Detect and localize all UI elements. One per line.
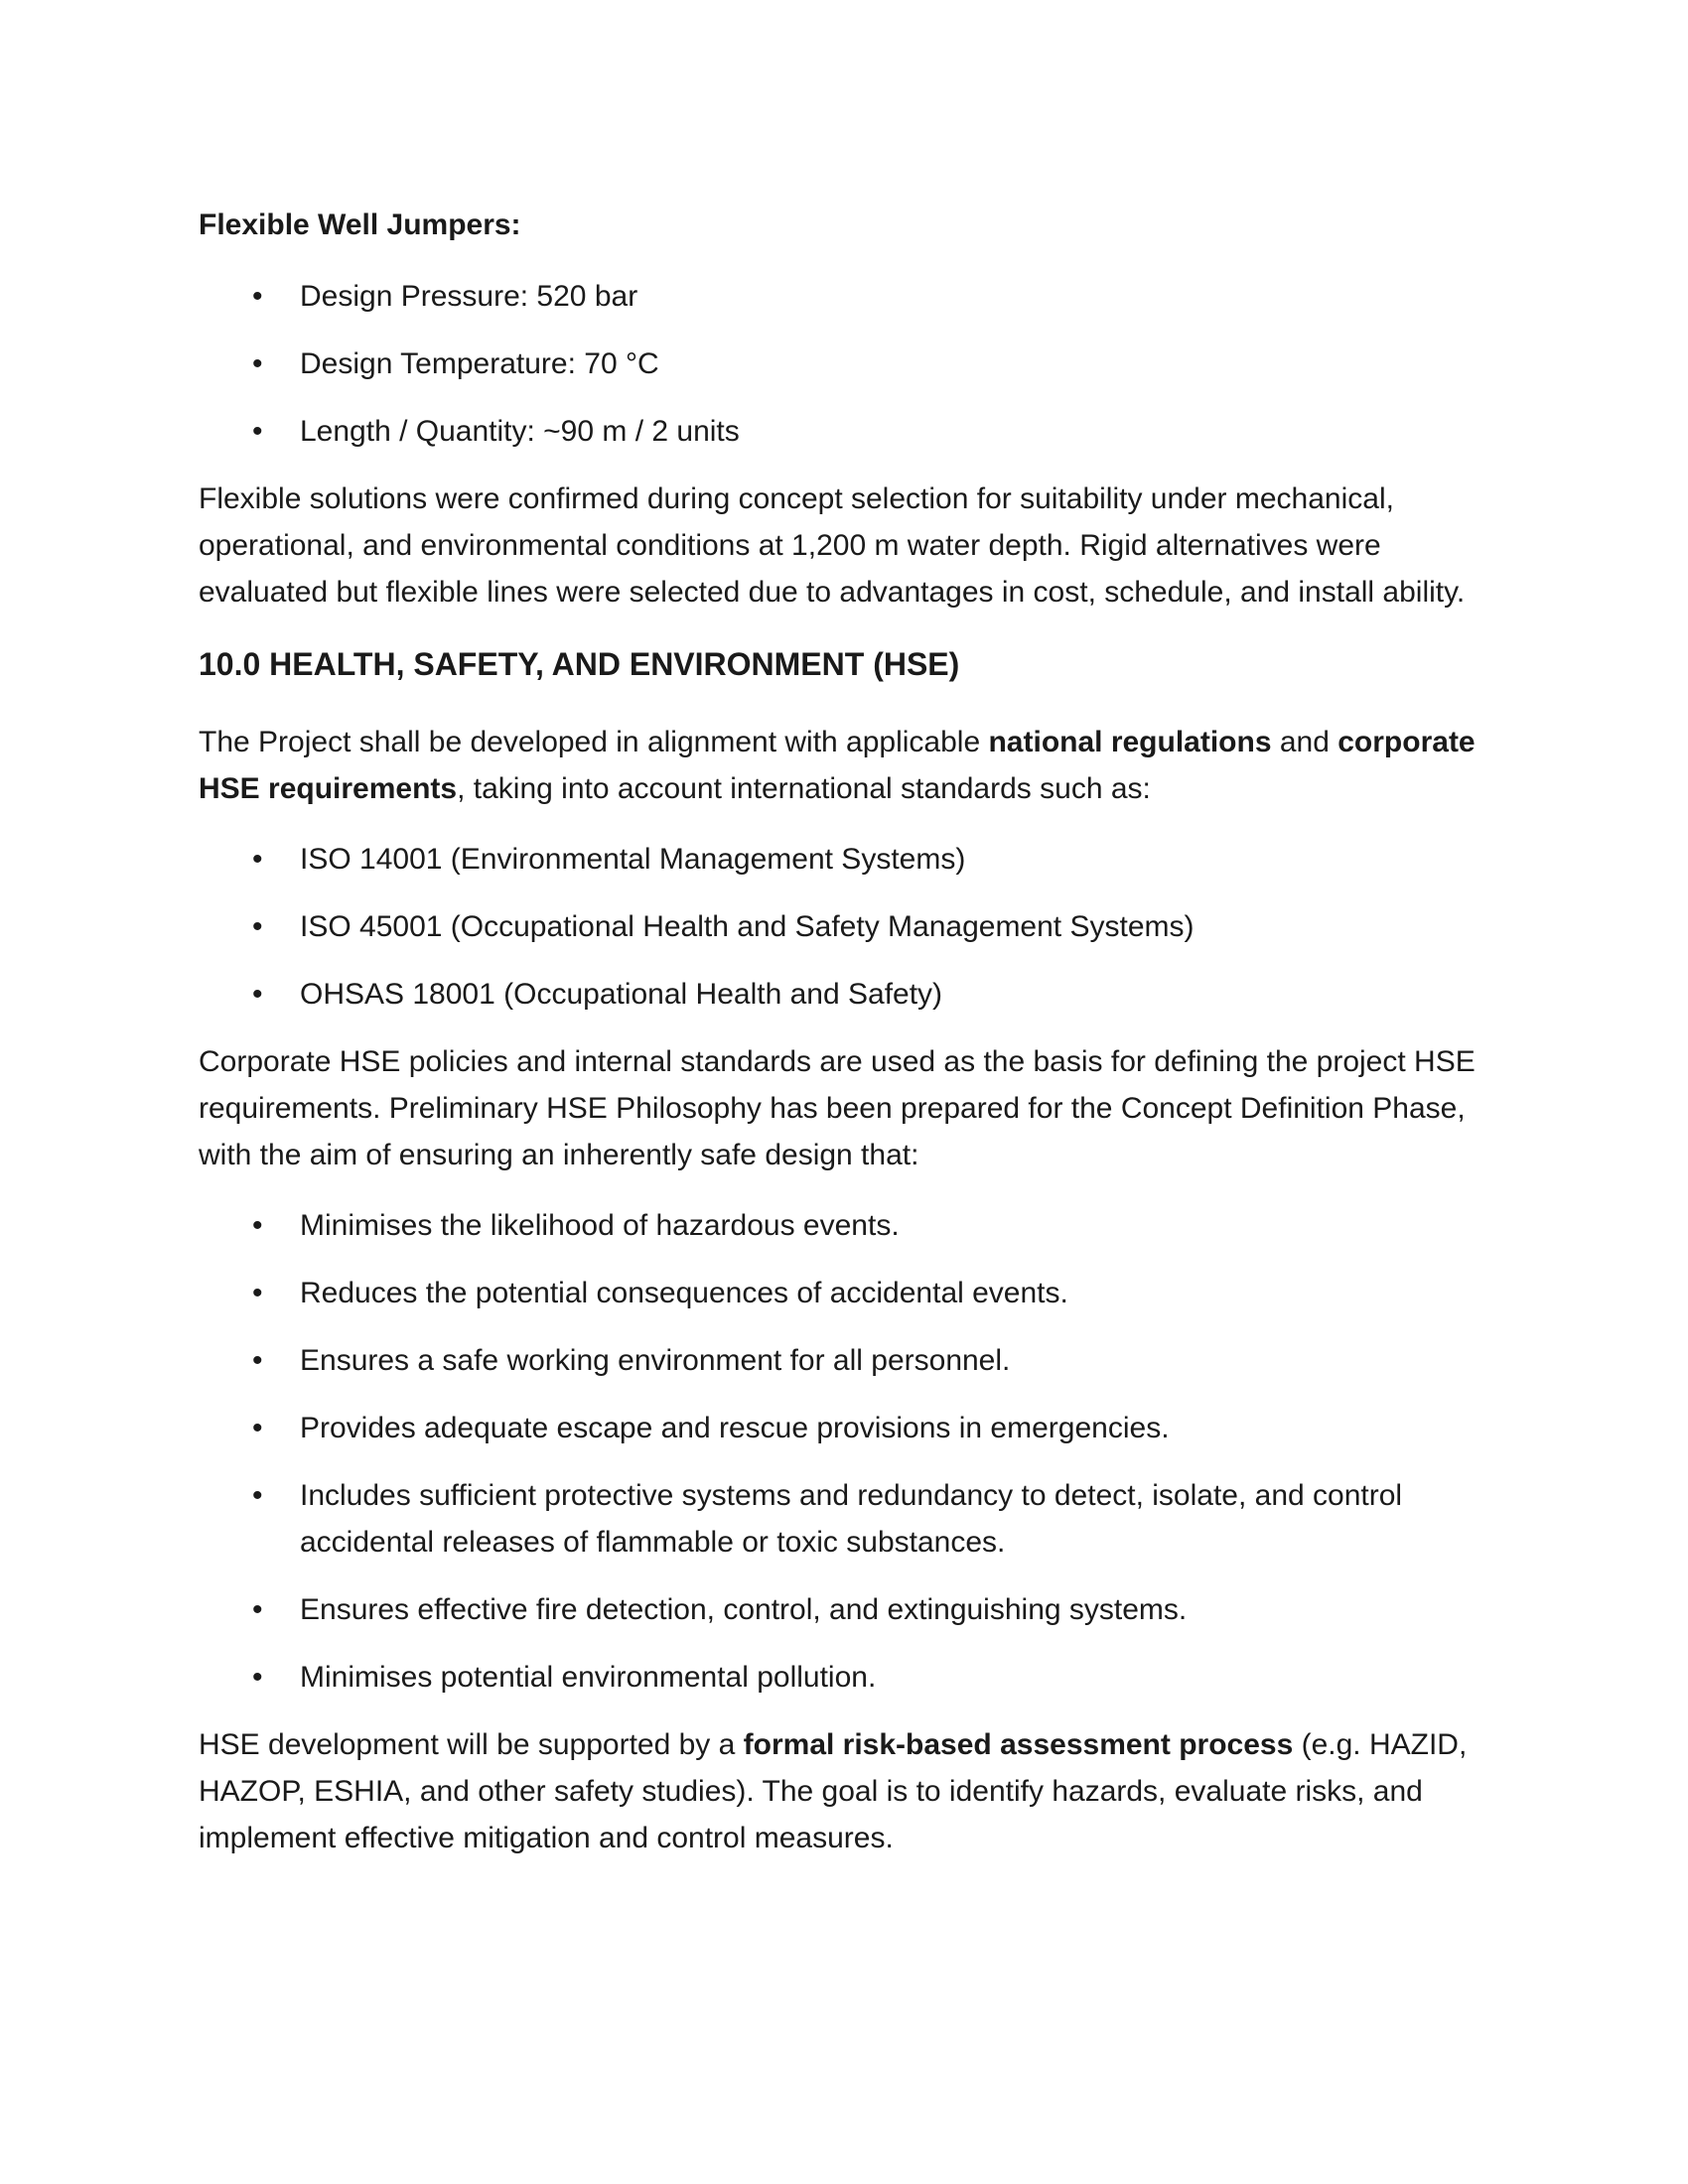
list-item (199, 971, 1489, 1018)
text-run: Provides adequate escape and rescue provisions in emergencies. (300, 1412, 1170, 1444)
bullet-marker: • (252, 1593, 263, 1626)
text-run: Minimises the likelihood of hazardous events. (300, 1209, 900, 1242)
bullet-marker: • (252, 843, 263, 876)
bold-text-run: Flexible Well Jumpers: (199, 208, 521, 241)
text-run: Flexible solutions were confirmed during concept selection for suitability under mechanical, operational, and environmental conditions at 1,200 m water depth. Rigid alternatives were evaluated but flexible lines were selected due to advantages in cost, schedule, and install ability. (199, 482, 1466, 609)
bullet-marker: • (252, 1209, 263, 1242)
list-item (199, 341, 1489, 387)
list-item-text (300, 1586, 1489, 1633)
text-run: ISO 45001 (Occupational Health and Safety Management Systems) (300, 910, 1195, 943)
text-run: Ensures effective fire detection, control, and extinguishing systems. (300, 1593, 1188, 1626)
list-item-text (300, 341, 1489, 387)
list-item-text (300, 273, 1489, 320)
text-run: Corporate HSE policies and internal standards are used as the basis for defining the project HSE requirements. Preliminary HSE Philosophy has been prepared for the Concept Definition Phase, with the aim of ensuring an inherently safe design that: (199, 1045, 1476, 1171)
bold-text-run: formal risk-based assessment process (743, 1728, 1294, 1761)
list-item (199, 903, 1489, 950)
list-item-text (300, 1654, 1489, 1701)
sub-heading (199, 202, 1489, 248)
bullet-marker: • (252, 347, 263, 380)
text-run: OHSAS 18001 (Occupational Health and Safety) (300, 978, 943, 1011)
bullet-marker: • (252, 1412, 263, 1444)
text-run: Minimises potential environmental pollution. (300, 1661, 877, 1694)
text-run: , taking into account international standards such as: (457, 772, 1151, 805)
list-item (199, 1654, 1489, 1701)
document-content (199, 202, 1489, 1861)
text-run: Ensures a safe working environment for all personnel. (300, 1344, 1011, 1377)
list-item (199, 836, 1489, 883)
bullet-marker: • (252, 978, 263, 1011)
bullet-marker: • (252, 1344, 263, 1377)
bullet-list (199, 1202, 1489, 1701)
text-run: HSE development will be supported by a (199, 1728, 744, 1761)
text-run: The Project shall be developed in alignment with applicable (199, 726, 989, 758)
paragraph (199, 1721, 1489, 1861)
list-item (199, 1202, 1489, 1249)
bullet-marker: • (252, 1479, 263, 1512)
paragraph (199, 719, 1489, 812)
bullet-marker: • (252, 280, 263, 313)
text-run: ISO 14001 (Environmental Management Systems) (300, 843, 966, 876)
bullet-marker: • (252, 1661, 263, 1694)
list-item-text (300, 836, 1489, 883)
bold-text-run: corporate HSE requirements (199, 726, 1476, 805)
list-item (199, 408, 1489, 455)
paragraph (199, 476, 1489, 615)
list-item-text (300, 1270, 1489, 1316)
list-item (199, 1586, 1489, 1633)
bullet-marker: • (252, 910, 263, 943)
list-item (199, 1405, 1489, 1451)
list-item-text (300, 1405, 1489, 1451)
text-run: Design Pressure: 520 bar (300, 280, 638, 313)
list-item-text (300, 408, 1489, 455)
text-run: (e.g. HAZID, HAZOP, ESHIA, and other safety studies). The goal is to identify hazards, evaluate risks, and implement effective mitigation and control measures. (199, 1728, 1468, 1854)
section-heading (199, 639, 1489, 689)
text-run: Design Temperature: 70 °C (300, 347, 659, 380)
bullet-marker: • (252, 415, 263, 448)
list-item (199, 273, 1489, 320)
bullet-list (199, 273, 1489, 455)
list-item-text (300, 1337, 1489, 1384)
text-run: Length / Quantity: ~90 m / 2 units (300, 415, 740, 448)
bullet-list (199, 836, 1489, 1018)
text-run: Includes sufficient protective systems and redundancy to detect, isolate, and control accidental releases of flammable or toxic substances. (300, 1479, 1403, 1559)
bold-text-run: national regulations (988, 726, 1272, 758)
bullet-marker: • (252, 1277, 263, 1309)
list-item-text (300, 903, 1489, 950)
text-run: and (1271, 726, 1338, 758)
list-item (199, 1270, 1489, 1316)
list-item (199, 1472, 1489, 1566)
list-item-text (300, 1202, 1489, 1249)
paragraph (199, 1038, 1489, 1178)
bold-text-run: 10.0 HEALTH, SAFETY, AND ENVIRONMENT (HSE) (199, 646, 960, 682)
list-item-text (300, 1472, 1489, 1566)
list-item-text (300, 971, 1489, 1018)
text-run: Reduces the potential consequences of accidental events. (300, 1277, 1068, 1309)
list-item (199, 1337, 1489, 1384)
